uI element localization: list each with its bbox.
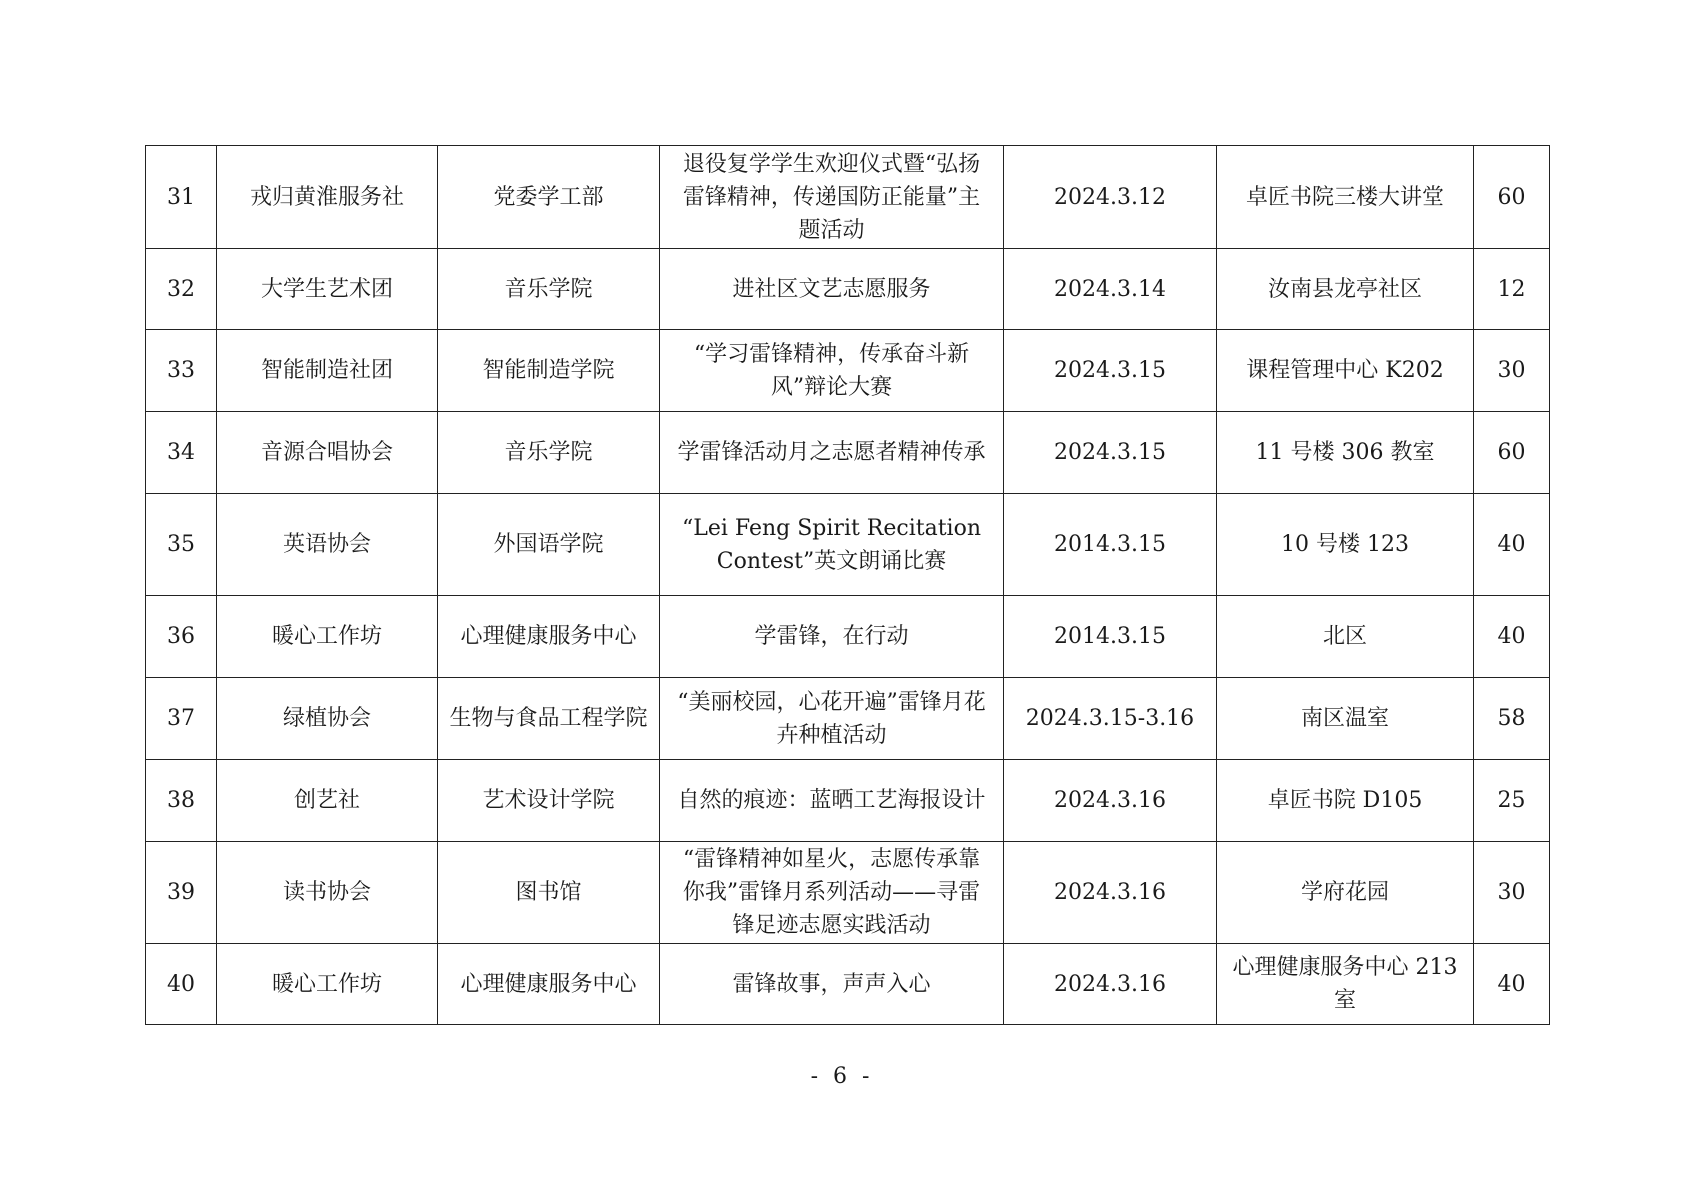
- club-name-cell: 绿植协会: [217, 678, 438, 760]
- host-unit-cell: 智能制造学院: [438, 330, 660, 412]
- event-location-cell: 11 号楼 306 教室: [1217, 412, 1474, 494]
- event-name-cell: “学习雷锋精神，传承奋斗新风”辩论大赛: [660, 330, 1004, 412]
- row-number-cell: 40: [146, 944, 217, 1025]
- table-row: [146, 330, 1550, 412]
- club-name-cell: 智能制造社团: [217, 330, 438, 412]
- row-number-cell: 34: [146, 412, 217, 494]
- table-row: [146, 146, 1550, 249]
- event-location-cell: 汝南县龙亭社区: [1217, 249, 1474, 330]
- club-name-cell: 戎归黄淮服务社: [217, 146, 438, 249]
- participant-count-cell: 40: [1474, 596, 1550, 678]
- event-location-cell: 卓匠书院 D105: [1217, 760, 1474, 842]
- participant-count-cell: 12: [1474, 249, 1550, 330]
- event-date-cell: 2024.3.15: [1004, 412, 1217, 494]
- club-name-cell: 大学生艺术团: [217, 249, 438, 330]
- event-date-cell: 2024.3.16: [1004, 842, 1217, 944]
- event-date-cell: 2024.3.16: [1004, 760, 1217, 842]
- table-row: [146, 249, 1550, 330]
- event-name-cell: 雷锋故事，声声入心: [660, 944, 1004, 1025]
- table-row: [146, 760, 1550, 842]
- row-number-cell: 39: [146, 842, 217, 944]
- participant-count-cell: 40: [1474, 944, 1550, 1025]
- participant-count-cell: 30: [1474, 330, 1550, 412]
- event-name-cell: 进社区文艺志愿服务: [660, 249, 1004, 330]
- host-unit-cell: 音乐学院: [438, 249, 660, 330]
- activity-table: [145, 145, 1550, 1025]
- event-location-cell: 10 号楼 123: [1217, 494, 1474, 596]
- host-unit-cell: 艺术设计学院: [438, 760, 660, 842]
- event-location-cell: 学府花园: [1217, 842, 1474, 944]
- participant-count-cell: 60: [1474, 412, 1550, 494]
- event-date-cell: 2014.3.15: [1004, 494, 1217, 596]
- table-row: [146, 412, 1550, 494]
- table-row: [146, 842, 1550, 944]
- event-location-cell: 北区: [1217, 596, 1474, 678]
- participant-count-cell: 60: [1474, 146, 1550, 249]
- row-number-cell: 37: [146, 678, 217, 760]
- table-row: [146, 944, 1550, 1025]
- row-number-cell: 36: [146, 596, 217, 678]
- row-number-cell: 38: [146, 760, 217, 842]
- row-number-cell: 32: [146, 249, 217, 330]
- event-name-cell: “Lei Feng Spirit Recitation Contest”英文朗诵比赛: [660, 494, 1004, 596]
- event-date-cell: 2024.3.15: [1004, 330, 1217, 412]
- row-number-cell: 31: [146, 146, 217, 249]
- participant-count-cell: 40: [1474, 494, 1550, 596]
- event-name-cell: 退役复学学生欢迎仪式暨“弘扬雷锋精神，传递国防正能量”主题活动: [660, 146, 1004, 249]
- club-name-cell: 读书协会: [217, 842, 438, 944]
- event-date-cell: 2024.3.16: [1004, 944, 1217, 1025]
- event-name-cell: “雷锋精神如星火，志愿传承靠你我”雷锋月系列活动——寻雷锋足迹志愿实践活动: [660, 842, 1004, 944]
- participant-count-cell: 25: [1474, 760, 1550, 842]
- club-name-cell: 创艺社: [217, 760, 438, 842]
- event-location-cell: 课程管理中心 K202: [1217, 330, 1474, 412]
- host-unit-cell: 生物与食品工程学院: [438, 678, 660, 760]
- event-date-cell: 2024.3.14: [1004, 249, 1217, 330]
- event-name-cell: 自然的痕迹：蓝晒工艺海报设计: [660, 760, 1004, 842]
- club-name-cell: 英语协会: [217, 494, 438, 596]
- event-name-cell: 学雷锋活动月之志愿者精神传承: [660, 412, 1004, 494]
- host-unit-cell: 音乐学院: [438, 412, 660, 494]
- event-name-cell: “美丽校园，心花开遍”雷锋月花卉种植活动: [660, 678, 1004, 760]
- table-row: [146, 678, 1550, 760]
- club-name-cell: 音源合唱协会: [217, 412, 438, 494]
- event-location-cell: 心理健康服务中心 213 室: [1217, 944, 1474, 1025]
- event-location-cell: 卓匠书院三楼大讲堂: [1217, 146, 1474, 249]
- row-number-cell: 33: [146, 330, 217, 412]
- activity-table-body: [146, 146, 1550, 1025]
- event-date-cell: 2024.3.12: [1004, 146, 1217, 249]
- host-unit-cell: 外国语学院: [438, 494, 660, 596]
- event-location-cell: 南区温室: [1217, 678, 1474, 760]
- host-unit-cell: 图书馆: [438, 842, 660, 944]
- club-name-cell: 暖心工作坊: [217, 944, 438, 1025]
- event-date-cell: 2024.3.15-3.16: [1004, 678, 1217, 760]
- table-row: [146, 494, 1550, 596]
- row-number-cell: 35: [146, 494, 217, 596]
- participant-count-cell: 58: [1474, 678, 1550, 760]
- event-name-cell: 学雷锋，在行动: [660, 596, 1004, 678]
- host-unit-cell: 心理健康服务中心: [438, 944, 660, 1025]
- page-number: - 6 -: [810, 1064, 874, 1089]
- host-unit-cell: 党委学工部: [438, 146, 660, 249]
- club-name-cell: 暖心工作坊: [217, 596, 438, 678]
- event-date-cell: 2014.3.15: [1004, 596, 1217, 678]
- table-row: [146, 596, 1550, 678]
- participant-count-cell: 30: [1474, 842, 1550, 944]
- host-unit-cell: 心理健康服务中心: [438, 596, 660, 678]
